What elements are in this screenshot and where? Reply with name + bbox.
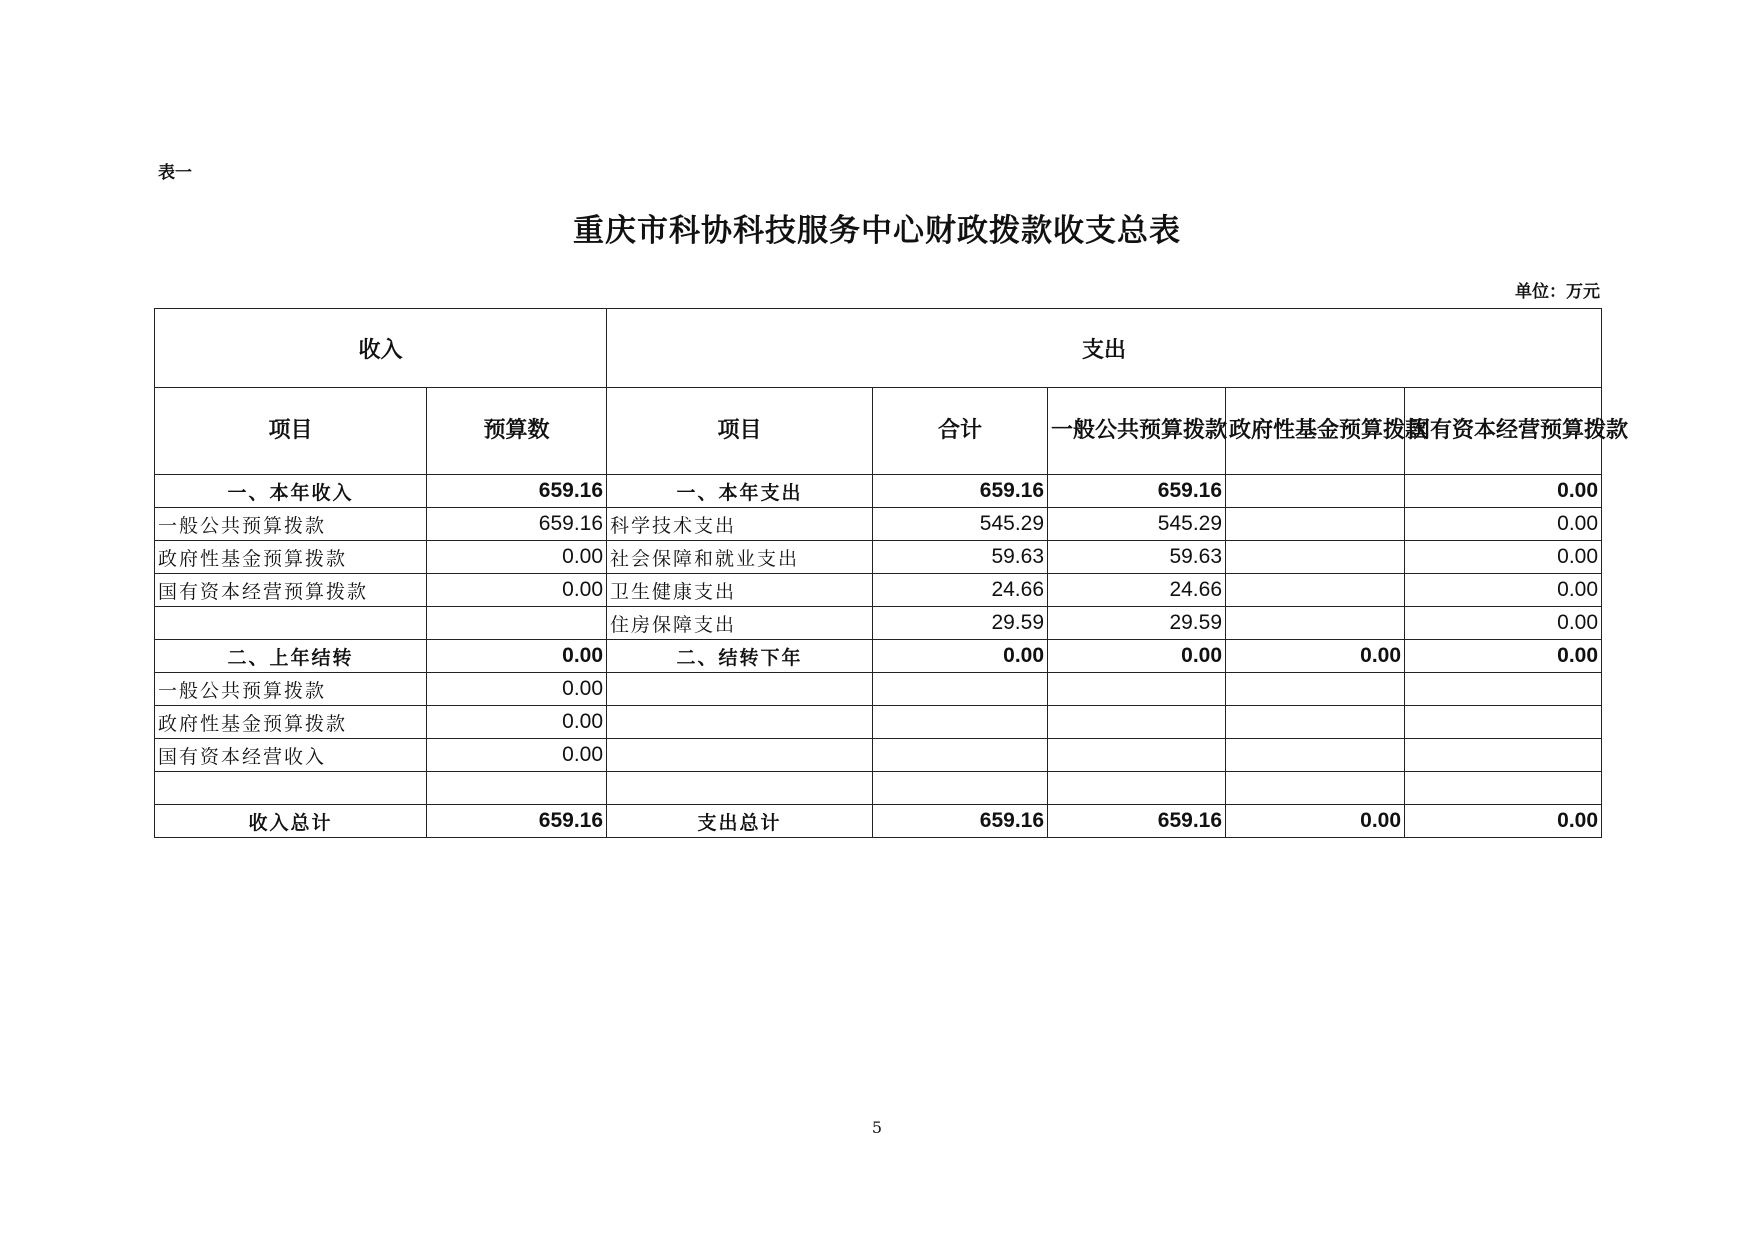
general-budget-cell: 0.00 bbox=[1048, 640, 1226, 673]
state-capital-cell: 0.00 bbox=[1405, 508, 1602, 541]
expense-item-cell: 支出总计 bbox=[607, 805, 873, 838]
table-row bbox=[155, 541, 1602, 574]
expense-item-cell: 一、本年支出 bbox=[607, 475, 873, 508]
table-row bbox=[155, 706, 1602, 739]
table-row bbox=[155, 673, 1602, 706]
general-budget-cell: 659.16 bbox=[1048, 805, 1226, 838]
total-cell: 0.00 bbox=[873, 640, 1048, 673]
general-budget-cell bbox=[1048, 739, 1226, 772]
gov-fund-cell bbox=[1226, 607, 1405, 640]
expense-item-cell bbox=[607, 706, 873, 739]
page-number: 5 bbox=[871, 1118, 883, 1137]
income-item-cell bbox=[155, 607, 427, 640]
state-capital-cell bbox=[1405, 706, 1602, 739]
total-cell bbox=[873, 772, 1048, 805]
col-state-capital: 国有资本经营预算拨款 bbox=[1405, 388, 1602, 475]
general-budget-cell bbox=[1048, 673, 1226, 706]
page-title: 重庆市科协科技服务中心财政拨款收支总表 bbox=[573, 213, 1181, 249]
gov-fund-cell: 0.00 bbox=[1226, 640, 1405, 673]
total-cell bbox=[873, 739, 1048, 772]
table-label: 表一 bbox=[158, 163, 192, 183]
state-capital-cell: 0.00 bbox=[1405, 607, 1602, 640]
gov-fund-cell bbox=[1226, 706, 1405, 739]
general-budget-cell: 545.29 bbox=[1048, 508, 1226, 541]
header-column-row bbox=[155, 388, 1602, 475]
table-row bbox=[155, 640, 1602, 673]
table-body bbox=[155, 475, 1602, 838]
income-amount-cell: 0.00 bbox=[427, 673, 607, 706]
income-item-cell: 一般公共预算拨款 bbox=[155, 508, 427, 541]
table-row bbox=[155, 574, 1602, 607]
state-capital-cell: 0.00 bbox=[1405, 541, 1602, 574]
state-capital-cell bbox=[1405, 739, 1602, 772]
total-cell bbox=[873, 673, 1048, 706]
table-row bbox=[155, 508, 1602, 541]
expense-item-cell bbox=[607, 673, 873, 706]
header-group-row bbox=[155, 309, 1602, 388]
expense-item-cell: 二、结转下年 bbox=[607, 640, 873, 673]
unit-label: 单位：万元 bbox=[1515, 282, 1600, 302]
general-budget-cell: 659.16 bbox=[1048, 475, 1226, 508]
gov-fund-cell bbox=[1226, 508, 1405, 541]
expense-item-cell: 住房保障支出 bbox=[607, 607, 873, 640]
general-budget-cell bbox=[1048, 772, 1226, 805]
expense-item-cell: 卫生健康支出 bbox=[607, 574, 873, 607]
col-income-budget: 预算数 bbox=[427, 388, 607, 475]
income-item-cell: 收入总计 bbox=[155, 805, 427, 838]
gov-fund-cell bbox=[1226, 739, 1405, 772]
income-item-cell: 二、上年结转 bbox=[155, 640, 427, 673]
total-cell bbox=[873, 706, 1048, 739]
gov-fund-cell bbox=[1226, 574, 1405, 607]
income-amount-cell: 0.00 bbox=[427, 706, 607, 739]
income-amount-cell: 659.16 bbox=[427, 805, 607, 838]
total-cell: 24.66 bbox=[873, 574, 1048, 607]
state-capital-cell: 0.00 bbox=[1405, 475, 1602, 508]
col-expense-item: 项目 bbox=[607, 388, 873, 475]
state-capital-cell: 0.00 bbox=[1405, 640, 1602, 673]
expense-item-cell: 科学技术支出 bbox=[607, 508, 873, 541]
gov-fund-cell: 0.00 bbox=[1226, 805, 1405, 838]
income-amount-cell bbox=[427, 607, 607, 640]
expense-item-cell bbox=[607, 772, 873, 805]
gov-fund-cell bbox=[1226, 772, 1405, 805]
total-cell: 545.29 bbox=[873, 508, 1048, 541]
expense-item-cell bbox=[607, 739, 873, 772]
expense-item-cell: 社会保障和就业支出 bbox=[607, 541, 873, 574]
income-header: 收入 bbox=[155, 309, 607, 388]
budget-table bbox=[154, 308, 1629, 838]
table-row bbox=[155, 772, 1602, 805]
total-cell: 659.16 bbox=[873, 475, 1048, 508]
table-row bbox=[155, 475, 1602, 508]
col-income-item: 项目 bbox=[155, 388, 427, 475]
gov-fund-cell bbox=[1226, 673, 1405, 706]
income-item-cell: 国有资本经营预算拨款 bbox=[155, 574, 427, 607]
state-capital-cell bbox=[1405, 772, 1602, 805]
income-amount-cell: 0.00 bbox=[427, 574, 607, 607]
gov-fund-cell bbox=[1226, 541, 1405, 574]
col-total: 合计 bbox=[873, 388, 1048, 475]
general-budget-cell: 24.66 bbox=[1048, 574, 1226, 607]
general-budget-cell bbox=[1048, 706, 1226, 739]
state-capital-cell bbox=[1405, 673, 1602, 706]
general-budget-cell: 29.59 bbox=[1048, 607, 1226, 640]
income-amount-cell: 0.00 bbox=[427, 541, 607, 574]
income-amount-cell: 0.00 bbox=[427, 739, 607, 772]
state-capital-cell: 0.00 bbox=[1405, 574, 1602, 607]
income-amount-cell: 0.00 bbox=[427, 640, 607, 673]
income-item-cell: 政府性基金预算拨款 bbox=[155, 541, 427, 574]
income-item-cell: 国有资本经营收入 bbox=[155, 739, 427, 772]
income-item-cell: 一、本年收入 bbox=[155, 475, 427, 508]
general-budget-cell: 59.63 bbox=[1048, 541, 1226, 574]
col-gov-fund: 政府性基金预算拨款 bbox=[1226, 388, 1405, 475]
income-amount-cell: 659.16 bbox=[427, 508, 607, 541]
table-row bbox=[155, 739, 1602, 772]
total-cell: 29.59 bbox=[873, 607, 1048, 640]
income-item-cell: 政府性基金预算拨款 bbox=[155, 706, 427, 739]
total-cell: 659.16 bbox=[873, 805, 1048, 838]
col-general-budget: 一般公共预算拨款 bbox=[1048, 388, 1226, 475]
gov-fund-cell bbox=[1226, 475, 1405, 508]
income-amount-cell: 659.16 bbox=[427, 475, 607, 508]
total-cell: 59.63 bbox=[873, 541, 1048, 574]
income-item-cell bbox=[155, 772, 427, 805]
income-item-cell: 一般公共预算拨款 bbox=[155, 673, 427, 706]
expense-header: 支出 bbox=[607, 309, 1602, 388]
state-capital-cell: 0.00 bbox=[1405, 805, 1602, 838]
income-amount-cell bbox=[427, 772, 607, 805]
table-row bbox=[155, 805, 1602, 838]
table-row bbox=[155, 607, 1602, 640]
